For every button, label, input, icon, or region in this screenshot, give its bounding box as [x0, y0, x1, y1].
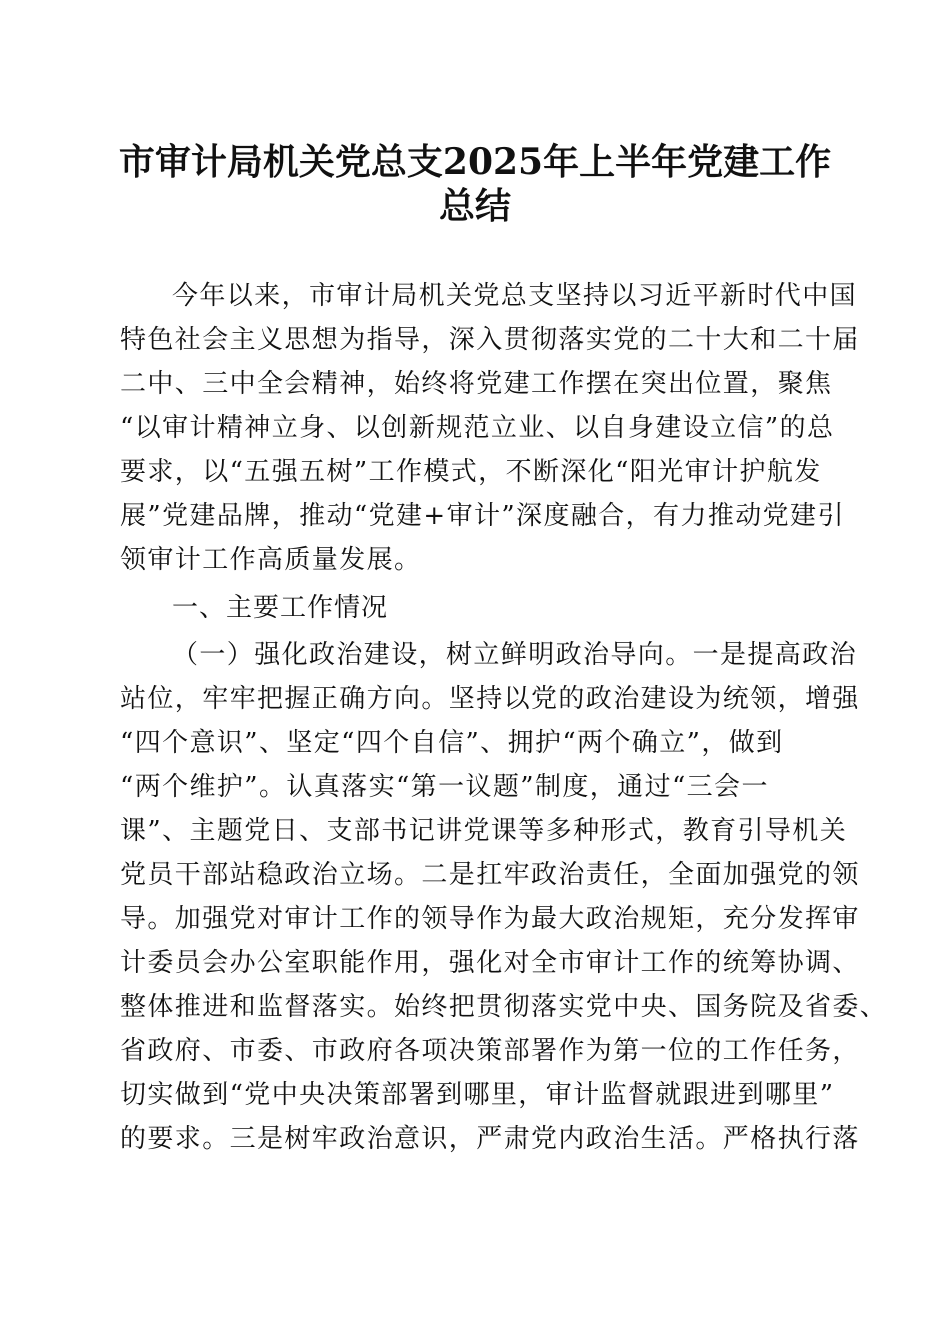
- body-line: “以审计精神立身、以创新规范立业、以自身建设立信”的总: [120, 413, 835, 443]
- body-line: 展”党建品牌，推动“党建+审计”深度融合，有力推动党建引: [120, 501, 845, 531]
- body-line: 省政府、市委、市政府各项决策部署作为第一位的工作任务，: [120, 1036, 860, 1066]
- body-line: 课”、主题党日、支部书记讲党课等多种形式，教育引导机关: [120, 816, 848, 846]
- body-line: 导。加强党对审计工作的领导作为最大政治规矩，充分发挥审: [120, 904, 860, 934]
- body-line: “两个维护”。认真落实“第一议题”制度，通过“三会一: [120, 772, 769, 802]
- body-line: 切实做到“党中央决策部署到哪里，审计监督就跟进到哪里”: [120, 1080, 835, 1110]
- title-line-1: 市审计局机关党总支2025年上半年党建工作: [118, 141, 832, 183]
- body-line: 今年以来，市审计局机关党总支坚持以习近平新时代中国: [172, 281, 858, 311]
- body-line: （一）强化政治建设，树立鲜明政治导向。一是提高政治: [172, 640, 858, 670]
- body-line: 站位，牢牢把握正确方向。坚持以党的政治建设为统领，增强: [120, 684, 860, 714]
- body-line: 的要求。三是树牢政治意识，严肃党内政治生活。严格执行落: [120, 1124, 860, 1154]
- body-line: 计委员会办公室职能作用，强化对全市审计工作的统筹协调、: [120, 948, 860, 978]
- body-line: “四个意识”、坚定“四个自信”、拥护“两个确立”，做到: [120, 728, 784, 758]
- title-line-2: 总结: [438, 185, 511, 227]
- body-line: 整体推进和监督落实。始终把贯彻落实党中央、国务院及省委、: [120, 992, 888, 1022]
- body-line: 党员干部站稳政治立场。二是扛牢政治责任，全面加强党的领: [120, 860, 860, 890]
- body-line: 特色社会主义思想为指导，深入贯彻落实党的二十大和二十届: [120, 325, 860, 355]
- body-line: 领审计工作高质量发展。: [120, 545, 422, 575]
- section-heading: 一、主要工作情况: [172, 593, 389, 623]
- document-title: [0, 140, 950, 228]
- body-line: 要求，以“五强五树”工作模式，不断深化“阳光审计护航发: [120, 457, 822, 487]
- body-line: 二中、三中全会精神，始终将党建工作摆在突出位置，聚焦: [120, 369, 833, 399]
